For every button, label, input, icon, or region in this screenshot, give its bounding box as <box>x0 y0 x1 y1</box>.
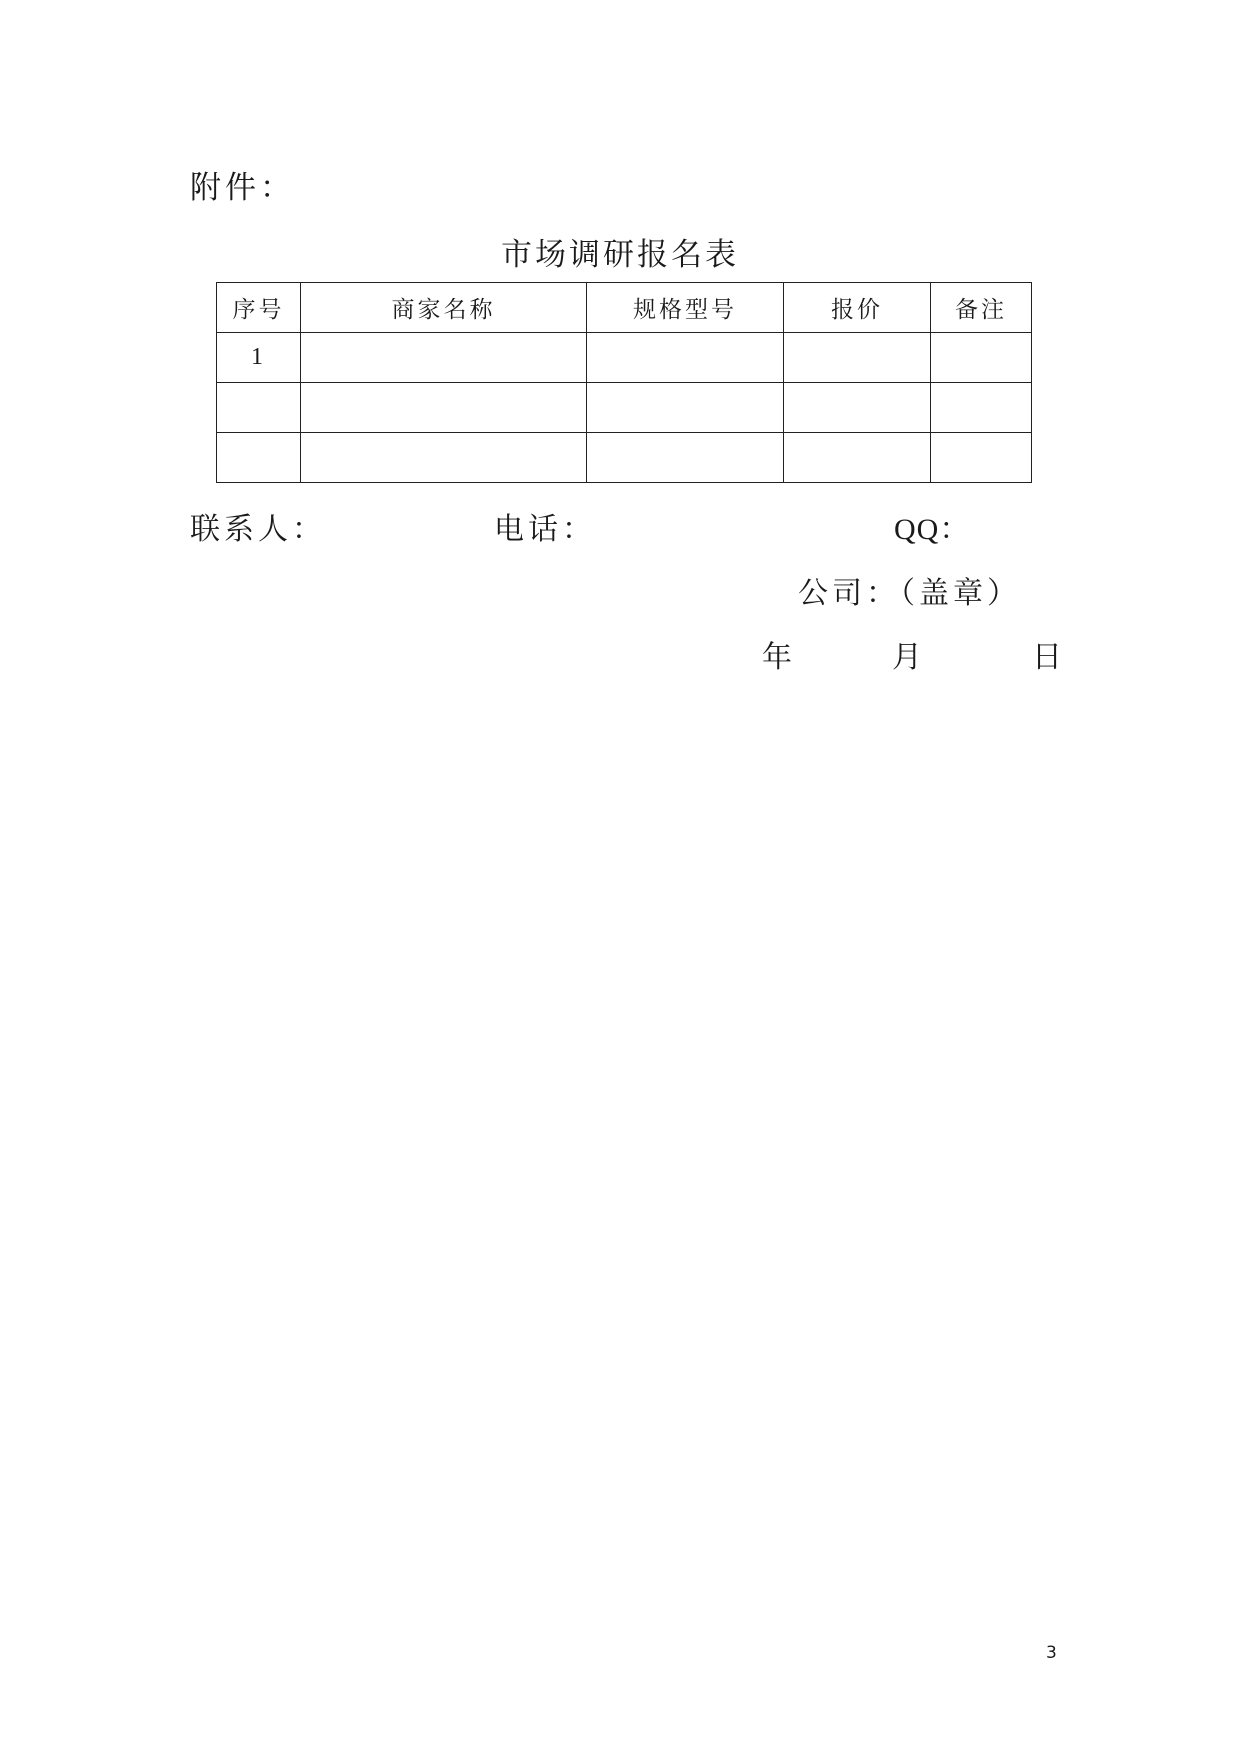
page-number: 3 <box>1046 1643 1057 1663</box>
cell-quote <box>784 433 931 483</box>
date-year-label: 年 <box>762 640 792 675</box>
header-merchant-name: 商家名称 <box>301 283 587 333</box>
cell-quote <box>784 383 931 433</box>
header-remarks: 备注 <box>931 283 1032 333</box>
cell-merchant-name <box>301 333 587 383</box>
header-spec-model: 规格型号 <box>587 283 784 333</box>
attachment-label: 附件： <box>190 170 295 206</box>
cell-quote <box>784 333 931 383</box>
header-serial-number: 序号 <box>217 283 301 333</box>
table-header-row <box>217 283 1032 333</box>
contact-person-label: 联系人： <box>190 512 326 547</box>
cell-remarks <box>931 333 1032 383</box>
table-row <box>217 433 1032 483</box>
form-title: 市场调研报名表 <box>501 237 739 273</box>
table-row <box>217 333 1032 383</box>
cell-serial-number: 1 <box>217 333 301 383</box>
cell-spec-model <box>587 433 784 483</box>
cell-spec-model <box>587 383 784 433</box>
company-stamp-label: 公司：（盖章） <box>798 576 1021 611</box>
table-row <box>217 383 1032 433</box>
cell-remarks <box>931 433 1032 483</box>
date-day-label: 日 <box>1032 640 1062 675</box>
header-quote: 报价 <box>784 283 931 333</box>
date-month-label: 月 <box>892 640 922 675</box>
cell-merchant-name <box>301 383 587 433</box>
cell-remarks <box>931 383 1032 433</box>
cell-serial-number <box>217 383 301 433</box>
qq-label: QQ： <box>894 513 971 546</box>
phone-label: 电话： <box>494 512 596 547</box>
cell-merchant-name <box>301 433 587 483</box>
cell-spec-model <box>587 333 784 383</box>
registration-table <box>216 282 1032 483</box>
cell-serial-number <box>217 433 301 483</box>
